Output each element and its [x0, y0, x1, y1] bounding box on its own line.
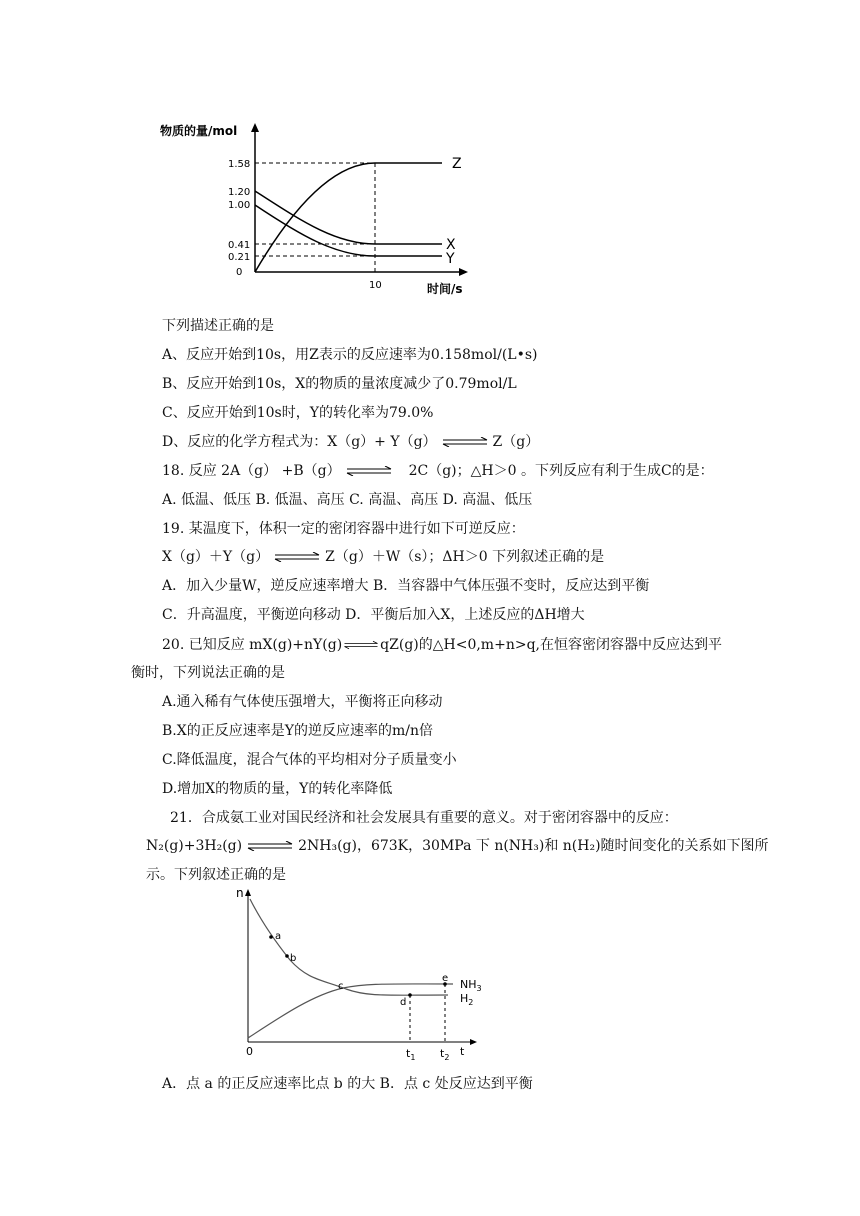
y-tick-021: 0.21 — [228, 252, 251, 263]
q21-eq-products: 2NH₃(g)，673K，30MPa 下 n(NH₃)和 n(H₂)随时间变化的关系如下图所 — [298, 838, 769, 854]
y-axis-arrow-icon — [251, 123, 259, 132]
q18-stem — [162, 462, 714, 480]
x-axis-arrow-icon — [459, 268, 468, 276]
point-b — [285, 954, 289, 958]
series-z-label: Z — [452, 156, 462, 172]
point-d-label: d — [400, 997, 407, 1008]
x-axis-label-t: t — [460, 1045, 465, 1058]
q17-option-d-product: Z（g） — [492, 434, 540, 450]
q21-stem-cont: 示。下列叙述正确的是 — [146, 867, 286, 883]
y-axis-label-n: n — [236, 886, 244, 900]
q20-stem-pre: 20. 已知反应 mX(g)+nY(g) — [162, 637, 343, 653]
q17-option-d — [162, 433, 539, 451]
q17-option-c: C、反应开始到10s时，Y的转化率为79.0% — [162, 405, 434, 421]
nh3-curve — [248, 984, 453, 1038]
q19-eq-products: Z（g）＋W（s）；ΔH＞0 下列叙述正确的是 — [325, 549, 605, 565]
t1-label: $t_1$ — [406, 1047, 416, 1062]
amount-time-chart — [150, 115, 480, 300]
q21-eq-reactants: N₂(g)+3H₂(g) — [146, 838, 243, 854]
q19-eq-reactants: X（g）＋Y（g） — [162, 549, 270, 565]
q17-option-b: B、反应开始到10s，X的物质的量浓度减少了0.79mol/L — [162, 376, 517, 392]
series-y-line — [255, 205, 442, 256]
x-axis-label: 时间/s — [427, 282, 463, 296]
q17-option-a: A、反应开始到10s，用Z表示的反应速率为0.158mol/(L•s) — [162, 347, 538, 363]
y-tick-0: 0 — [236, 267, 243, 278]
origin-label: 0 — [246, 1045, 253, 1058]
equilibrium-arrow-icon — [343, 640, 379, 650]
y-axis-arrow-icon — [245, 889, 251, 896]
t2-label: $t_2$ — [440, 1047, 450, 1062]
point-b-label: b — [290, 953, 297, 964]
q20-option-b: B.X的正反应速率是Y的逆反应速率的m/n倍 — [162, 723, 433, 739]
q20-stem-post: qZ(g)的△H<0,m+n>q,在恒容密闭容器中反应达到平 — [380, 637, 722, 653]
h2-curve — [250, 899, 448, 995]
series-x-label: X — [446, 237, 456, 253]
equilibrium-arrow-icon — [246, 841, 294, 851]
y-tick-120: 1.20 — [228, 187, 251, 198]
q21-options-ab: A．点 a 的正反应速率比点 b 的大 B．点 c 处反应达到平衡 — [162, 1076, 533, 1092]
nh3-h2-time-chart — [228, 885, 488, 1065]
y-tick-041: 0.41 — [228, 240, 251, 251]
equilibrium-arrow-icon — [345, 466, 393, 476]
equilibrium-arrow-icon — [441, 437, 489, 447]
q20-stem — [162, 636, 722, 654]
q21-stem: 21．合成氨工业对国民经济和社会发展具有重要的意义。对于密闭容器中的反应： — [170, 810, 678, 826]
point-a — [269, 935, 273, 939]
q19-options-ab: A．加入少量W，逆反应速率增大 B．当容器中气体压强不变时，反应达到平衡 — [162, 578, 650, 594]
y-tick-100: 1.00 — [228, 200, 251, 211]
point-e-label: e — [442, 973, 449, 984]
point-a-label: a — [275, 931, 282, 942]
q19-equation — [162, 548, 604, 566]
y-tick-158: 1.58 — [228, 159, 251, 170]
q17-stem: 下列描述正确的是 — [162, 318, 274, 334]
series-y-label: Y — [446, 251, 455, 267]
h2-label: $H_2$ — [460, 992, 474, 1007]
nh3-label: $NH_3$ — [460, 978, 482, 993]
point-c-label: c — [338, 981, 344, 992]
q20-option-d: D.增加X的物质的量，Y的转化率降低 — [162, 781, 393, 797]
q17-option-d-text: D、反应的化学方程式为：X（g）+ Y（g） — [162, 434, 437, 450]
series-x-line — [255, 191, 442, 244]
q19-stem: 19. 某温度下，体积一定的密闭容器中进行如下可逆反应： — [162, 521, 525, 537]
y-axis-label: 物质的量/mol — [160, 124, 238, 138]
q20-stem-cont: 衡时，下列说法正确的是 — [131, 665, 285, 681]
x-axis-arrow-icon — [470, 1039, 477, 1045]
x-tick-10: 10 — [369, 280, 382, 291]
q19-options-cd: C．升高温度，平衡逆向移动 D．平衡后加入X，上述反应的ΔH增大 — [162, 607, 585, 623]
q20-option-a: A.通入稀有气体使压强增大，平衡将正向移动 — [162, 694, 443, 710]
q20-option-c: C.降低温度，混合气体的平均相对分子质量变小 — [162, 752, 457, 768]
q18-stem-pre: 18. 反应 2A（g） +B（g） — [162, 463, 341, 479]
equilibrium-arrow-icon — [273, 552, 321, 562]
q21-equation — [146, 837, 769, 855]
q18-options: A. 低温、低压 B. 低温、高压 C. 高温、高压 D. 高温、低压 — [162, 492, 533, 508]
q18-stem-post: 2C（g)；△H＞0 。下列反应有利于生成C的是： — [408, 463, 714, 479]
